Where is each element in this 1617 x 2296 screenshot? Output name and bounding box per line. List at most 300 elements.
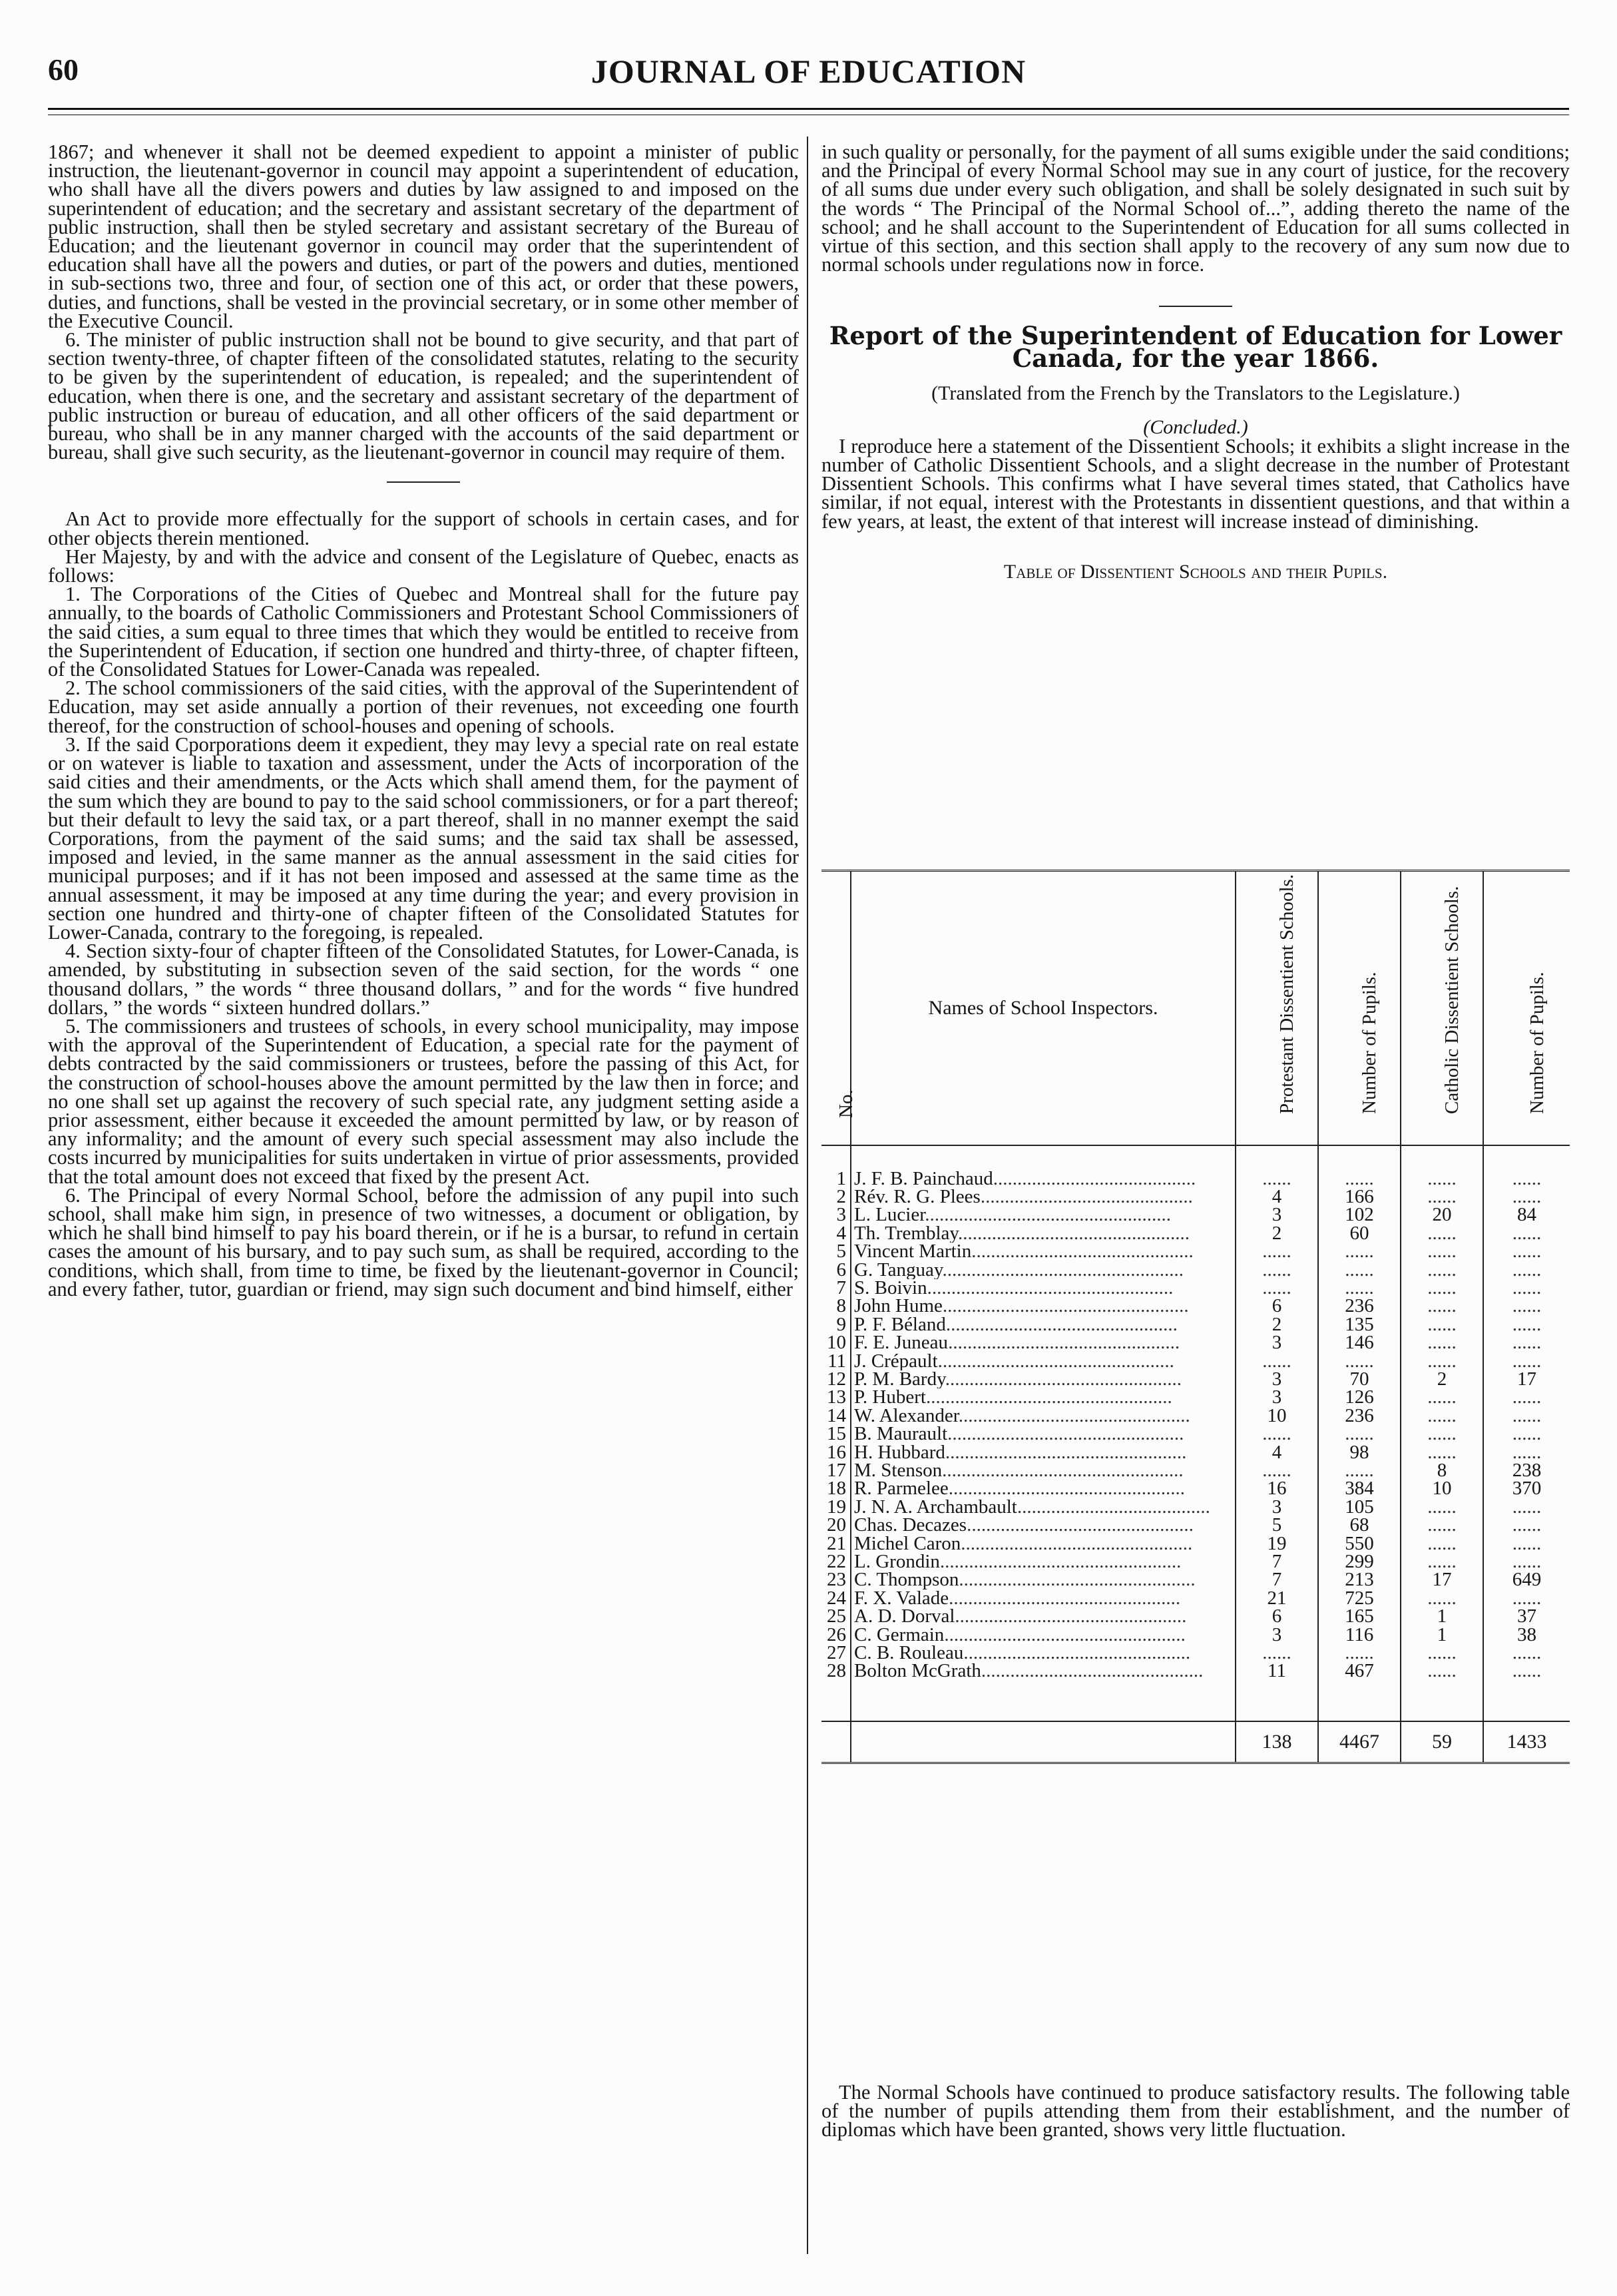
leader-dots: ................................................. — [947, 1425, 1184, 1444]
cell-pp — [1318, 1370, 1401, 1388]
cell-pp — [1318, 1279, 1401, 1297]
cell-cs — [1401, 1370, 1483, 1388]
cell-ps — [1236, 1571, 1318, 1589]
leader-dots: ...... — [1427, 1423, 1457, 1445]
cell-cp — [1483, 1185, 1570, 1207]
cell-value: 3 — [1271, 1623, 1282, 1645]
cell-cp — [1483, 1206, 1570, 1224]
table-row — [821, 1644, 1570, 1662]
cell-cs — [1401, 1623, 1483, 1645]
cell-pp — [1318, 1425, 1401, 1443]
paragraph: The Normal Schools have continued to produce satisfactory results. The following table of the number of pupils attending them from their establishment, and the number of diplomas which have been granted, shows very little fluctuation. — [821, 2081, 1570, 2142]
cell-value: 3 — [1271, 1204, 1282, 1226]
inspector-name-text: Vincent Martin — [854, 1243, 972, 1261]
cell-cp — [1483, 1297, 1570, 1315]
cell-ps — [1236, 1313, 1318, 1335]
cell-value: 467 — [1345, 1660, 1374, 1682]
inspector-name — [851, 1571, 1236, 1589]
report-title: Report of the Superintendent of Education for Lower Canada, for the year 1866. — [829, 321, 1562, 374]
row-number: 25 — [827, 1605, 846, 1627]
cell-cs — [1401, 1462, 1483, 1480]
cell-ps — [1236, 1589, 1318, 1607]
inspector-name-text: Th. Tremblay — [854, 1224, 959, 1243]
cell-cp — [1483, 1313, 1570, 1335]
cell-value: 4 — [1271, 1185, 1282, 1207]
paragraph: 3. If the said Cporporations deem it expedient, they may levy a special rate on real estate or on watever is liable to taxation and assessment, under the Acts of incorporation of the said cities and their amendments, or the Acts which shall amend them, for the payment of the sum which they are bound to pay to the said school commissioners, or for a part thereof; but their default to levy the said tax, or a part thereof, shall in no manner exempt the said Corporations, from the payment of the said sums; and the said tax shall be assessed, imposed and levied, in the same manner as the annual assessment in the said cities for municipal purposes; and if it has not been imposed and assessed at the same time as the annual assessment, it may be imposed at any time during the year; and every provision in section one hundred and thirty-one of chapter fifteen of the Consolidated Statutes for Lower-Canada, contrary to the foregoing, is repealed. — [48, 732, 799, 944]
cell-value: 236 — [1345, 1295, 1374, 1317]
cell-ps — [1236, 1607, 1318, 1625]
inspector-name-text: J. N. A. Archambault — [854, 1498, 1017, 1517]
inspector-name-text: H. Hubbard — [854, 1443, 945, 1462]
row-number: 7 — [836, 1277, 846, 1298]
leader-dots: ................................................... — [927, 1279, 1174, 1298]
leader-dots: ...... — [1427, 1222, 1457, 1244]
cell-cp — [1483, 1662, 1570, 1680]
cell-pp — [1318, 1243, 1401, 1261]
leader-dots: .............................................. — [981, 1662, 1204, 1681]
inspector-name — [851, 1297, 1236, 1315]
leader-dots: ...... — [1427, 1587, 1457, 1609]
cell-pp — [1318, 1222, 1401, 1244]
cell-cp — [1483, 1516, 1570, 1534]
cell-pp — [1318, 1589, 1401, 1607]
leader-dots: .......................................... — [993, 1169, 1196, 1188]
cell-pp — [1318, 1334, 1401, 1352]
page-header — [48, 52, 1569, 105]
cell-value: 2 — [1437, 1368, 1447, 1390]
leader-dots: ................................................ — [949, 1589, 1181, 1608]
table-row — [821, 1462, 1570, 1480]
cell-value: 3 — [1271, 1368, 1282, 1390]
row-number: 10 — [827, 1332, 846, 1354]
leader-dots: .................................................. — [942, 1462, 1184, 1480]
inspector-name-text: C. Germain — [854, 1625, 945, 1645]
inspector-name — [851, 1370, 1236, 1388]
leader-dots: ............................................ — [980, 1187, 1193, 1207]
cell-cp — [1483, 1352, 1570, 1370]
leader-dots: .................................................. — [945, 1443, 1187, 1462]
cell-cp — [1483, 1589, 1570, 1607]
leader-dots: .................................................. — [939, 1553, 1182, 1572]
header-catholic-schools: Catholic Dissentient Schools. — [1401, 871, 1483, 1145]
leader-dots: ...... — [1512, 1332, 1542, 1354]
spacer-row — [821, 1145, 1570, 1170]
translator-note: (Translated from the French by the Translators to the Legislature.) — [931, 382, 1460, 405]
cell-cp — [1483, 1532, 1570, 1554]
leader-dots: ................................................ — [955, 1607, 1187, 1626]
cell-value: 6 — [1271, 1295, 1282, 1317]
empty-cell — [1318, 1681, 1401, 1721]
cell-pp — [1318, 1516, 1401, 1534]
dissentient-schools-table — [821, 870, 1570, 1764]
inspector-name — [851, 1480, 1236, 1498]
leader-dots: ...... — [1427, 1660, 1457, 1682]
row-number: 4 — [836, 1222, 846, 1244]
cell-ps — [1236, 1623, 1318, 1645]
total-cp: 1433 — [1483, 1721, 1570, 1763]
cell-ps — [1236, 1498, 1318, 1516]
cell-cs — [1401, 1279, 1483, 1297]
leader-dots: ...... — [1512, 1313, 1542, 1335]
inspector-name — [851, 1662, 1236, 1680]
cell-ps — [1236, 1334, 1318, 1352]
cell-cs — [1401, 1644, 1483, 1662]
cell-value: 165 — [1345, 1605, 1374, 1627]
cell-value: 725 — [1345, 1587, 1374, 1609]
inspector-name-text: M. Stenson — [854, 1462, 943, 1480]
row-number: 1 — [836, 1167, 846, 1189]
inspector-name — [851, 1225, 1236, 1243]
cell-cs — [1401, 1261, 1483, 1279]
table-row — [821, 1444, 1570, 1462]
leader-dots: ...... — [1512, 1404, 1542, 1426]
act-title: An Act to provide more effectually for the support of schools in certain cases, and for other objects therein mentioned. — [48, 507, 799, 549]
cell-pp — [1318, 1623, 1401, 1645]
leader-dots: ................................................... — [925, 1388, 1172, 1407]
cell-cp — [1483, 1462, 1570, 1480]
leader-dots: ...... — [1427, 1259, 1457, 1281]
total-cs: 59 — [1401, 1721, 1483, 1763]
leader-dots: ...... — [1512, 1350, 1542, 1372]
header-protestant-pupils: Number of Pupils. — [1318, 871, 1401, 1145]
cell-cp — [1483, 1607, 1570, 1625]
table-row — [821, 1662, 1570, 1680]
cell-cp — [1483, 1243, 1570, 1261]
row-number: 13 — [827, 1386, 846, 1408]
table-row — [821, 1170, 1570, 1188]
inspector-name-text: Bolton McGrath — [854, 1662, 981, 1681]
inspector-name-text: F. X. Valade — [854, 1589, 949, 1608]
inspector-name-text: A. D. Dorval — [854, 1607, 955, 1626]
cell-value: 10 — [1432, 1478, 1452, 1500]
cell-cs — [1401, 1222, 1483, 1244]
leader-dots: ...... — [1345, 1241, 1374, 1263]
inspector-name — [851, 1352, 1236, 1370]
leader-dots: ...... — [1512, 1295, 1542, 1317]
leader-dots: .................................................. — [944, 1625, 1186, 1645]
cell-value: 384 — [1345, 1478, 1374, 1500]
leader-dots: ............................................... — [967, 1516, 1194, 1535]
cell-value: 166 — [1345, 1185, 1374, 1207]
inspector-name — [851, 1589, 1236, 1607]
cell-cs — [1401, 1352, 1483, 1370]
cell-cs — [1401, 1498, 1483, 1516]
row-number: 3 — [836, 1204, 846, 1226]
cell-value: 3 — [1271, 1386, 1282, 1408]
cell-cs — [1401, 1334, 1483, 1352]
row-number: 21 — [827, 1532, 846, 1554]
inspector-name-text: B. Maurault — [854, 1425, 948, 1444]
row-number: 20 — [827, 1514, 846, 1536]
column-divider — [807, 137, 808, 2254]
leader-dots: ...... — [1512, 1185, 1542, 1207]
cell-value: 68 — [1349, 1514, 1369, 1536]
row-number: 14 — [827, 1404, 846, 1426]
cell-value: 116 — [1345, 1623, 1374, 1645]
row-number: 26 — [827, 1623, 846, 1645]
leader-dots: ...... — [1262, 1350, 1291, 1372]
cell-ps — [1236, 1532, 1318, 1554]
cell-pp — [1318, 1388, 1401, 1406]
inspector-name — [851, 1553, 1236, 1571]
leader-dots: ...... — [1512, 1222, 1542, 1244]
cell-cs — [1401, 1571, 1483, 1589]
empty-cell — [821, 1681, 851, 1721]
table-row — [821, 1589, 1570, 1607]
concluded-note: (Concluded.) — [1143, 416, 1248, 438]
cell-pp — [1318, 1607, 1401, 1625]
cell-pp — [1318, 1313, 1401, 1335]
cell-cp — [1483, 1623, 1570, 1645]
cell-ps — [1236, 1462, 1318, 1480]
row-number: 11 — [827, 1350, 846, 1372]
row-number: 18 — [827, 1478, 846, 1500]
leader-dots: ................................................ — [945, 1315, 1178, 1334]
cell-cs — [1401, 1607, 1483, 1625]
cell-ps — [1236, 1279, 1318, 1297]
leader-dots: ...... — [1345, 1642, 1374, 1664]
cell-ps — [1236, 1167, 1318, 1189]
row-number: 22 — [827, 1551, 846, 1573]
inspector-name-text: Chas. Decazes — [854, 1516, 967, 1535]
cell-value: 7 — [1271, 1551, 1282, 1573]
leader-dots: ...... — [1427, 1642, 1457, 1664]
cell-pp — [1318, 1206, 1401, 1224]
cell-value: 213 — [1345, 1569, 1374, 1591]
header-no: No. — [821, 871, 851, 1145]
cell-ps — [1236, 1441, 1318, 1463]
inspector-name — [851, 1644, 1236, 1662]
leader-dots: ...... — [1512, 1241, 1542, 1263]
cell-value: 126 — [1345, 1386, 1374, 1408]
cell-value: 649 — [1512, 1569, 1542, 1591]
leader-dots: ................................................. — [937, 1352, 1174, 1370]
cell-value: 38 — [1517, 1623, 1536, 1645]
leader-dots: ...... — [1512, 1277, 1542, 1298]
cell-value: 16 — [1267, 1478, 1287, 1500]
inspector-name-text: L. Grondin — [854, 1553, 940, 1572]
paragraph: 6. The minister of public instruction shall not be bound to give security, and that part of section twenty-three, of chapter fifteen of the consolidated statutes, relating to the security to be given by the superintendent of education, is repealed; and the superintendent of education, when there is one, and the secretary and assistant secretary of the department of public instruction or bureau of education, and all other officers of the said department or bureau, who shall be in any manner charged with the accounts of the said department or bureau, shall give such security, as the lieutenant-governor in council may require of them. — [48, 328, 799, 464]
leader-dots: ...... — [1345, 1350, 1374, 1372]
header-protestant-schools: Protestant Dissentient Schools. — [1236, 871, 1318, 1145]
leader-dots: ...... — [1512, 1386, 1542, 1408]
leader-dots: ...... — [1262, 1460, 1291, 1481]
leader-dots: ...... — [1512, 1423, 1542, 1445]
inspector-name — [851, 1334, 1236, 1352]
cell-pp — [1318, 1553, 1401, 1571]
leader-dots: ................................................. — [945, 1370, 1182, 1389]
cell-cp — [1483, 1425, 1570, 1443]
table-row — [821, 1261, 1570, 1279]
cell-value: 11 — [1268, 1660, 1286, 1682]
inspector-name — [851, 1626, 1236, 1644]
paragraph: 2. The school commissioners of the said cities, with the approval of the Superintendent of Education, may set aside annually a portion of their revenues, not exceeding one fourth thereof, for the construction of school-houses and opening of schools. — [48, 677, 799, 737]
cell-ps — [1236, 1185, 1318, 1207]
table-row — [821, 1206, 1570, 1224]
cell-value: 550 — [1345, 1532, 1374, 1554]
table-header-row — [821, 871, 1570, 1145]
row-number: 6 — [836, 1259, 846, 1281]
leader-dots: ................................................... — [925, 1206, 1172, 1225]
cell-value: 2 — [1271, 1313, 1282, 1335]
cell-pp — [1318, 1498, 1401, 1516]
table-row — [821, 1407, 1570, 1425]
paragraph: 1867; and whenever it shall not be deemed expedient to appoint a minister of public instruction, the lieutenant-governor in council may appoint a superintendent of education, who shall have all the divers powers and duties by law assigned to and imposed on the superintendent of education; and the secretary and assistant secretary of the department of public instruction, shall then be styled secretary and assistant secretary of the Bureau of Education; and the lieutenant governor in council may order that the superintendent of education shall have all the powers and duties, or part of the powers and duties, mentioned in sub-sections two, three and four, of section one of this act, or order that these powers, duties, and functions, shall be vested in the provincial secretary, or in some other member of the Executive Council. — [48, 141, 799, 332]
cell-cs — [1401, 1441, 1483, 1463]
cell-value: 105 — [1345, 1496, 1374, 1518]
inspector-name — [851, 1316, 1236, 1334]
empty-cell — [1401, 1681, 1483, 1721]
leader-dots: ...... — [1427, 1532, 1457, 1554]
cell-ps — [1236, 1388, 1318, 1406]
leader-dots: ...... — [1345, 1277, 1374, 1298]
cell-ps — [1236, 1222, 1318, 1244]
leader-dots: ...... — [1262, 1241, 1291, 1263]
leader-dots: ...... — [1262, 1423, 1291, 1445]
table-row — [821, 1243, 1570, 1261]
leader-dots: ...... — [1427, 1386, 1457, 1408]
row-number: 8 — [836, 1295, 846, 1317]
row-number: 23 — [827, 1569, 846, 1591]
cell-ps — [1236, 1297, 1318, 1315]
cell-cp — [1483, 1334, 1570, 1352]
cell-value: 2 — [1271, 1222, 1282, 1244]
cell-pp — [1318, 1261, 1401, 1279]
cell-pp — [1318, 1297, 1401, 1315]
table-row — [821, 1316, 1570, 1334]
leader-dots: ...... — [1427, 1514, 1457, 1536]
cell-value: 17 — [1432, 1569, 1452, 1591]
inspector-name-text: C. Thompson — [854, 1571, 959, 1589]
leader-dots: ...... — [1512, 1259, 1542, 1281]
section-separator — [1159, 306, 1232, 307]
cell-pp — [1318, 1480, 1401, 1498]
cell-value: 37 — [1517, 1605, 1536, 1627]
inspector-name-text: S. Boivin — [854, 1279, 927, 1298]
inspector-name — [851, 1243, 1236, 1261]
cell-cs — [1401, 1206, 1483, 1224]
inspector-name-text: Michel Caron — [854, 1534, 961, 1554]
inspector-name-text: C. B. Rouleau — [854, 1644, 964, 1663]
inspector-name-text: R. Parmelee — [854, 1480, 949, 1498]
inspector-name-text: J. F. B. Painchaud — [854, 1169, 993, 1188]
cell-cp — [1483, 1441, 1570, 1463]
leader-dots: ...... — [1262, 1642, 1291, 1664]
cell-ps — [1236, 1553, 1318, 1571]
cell-value: 4 — [1271, 1441, 1282, 1463]
cell-cp — [1483, 1279, 1570, 1297]
cell-value: 70 — [1349, 1368, 1369, 1390]
cell-pp — [1318, 1571, 1401, 1589]
leader-dots: ...... — [1262, 1167, 1291, 1189]
empty-cell — [851, 1721, 1236, 1763]
cell-value: 7 — [1271, 1569, 1282, 1591]
leader-dots: ...... — [1427, 1350, 1457, 1372]
inspector-name — [851, 1206, 1236, 1224]
cell-value: 17 — [1517, 1368, 1536, 1390]
table-row — [821, 1626, 1570, 1644]
inspector-name-text: W. Alexander — [854, 1406, 959, 1426]
cell-ps — [1236, 1516, 1318, 1534]
table-body — [821, 1145, 1570, 1763]
table-row — [821, 1425, 1570, 1443]
empty-cell — [1236, 1681, 1318, 1721]
cell-cp — [1483, 1498, 1570, 1516]
cell-cs — [1401, 1185, 1483, 1207]
inspector-name — [851, 1170, 1236, 1188]
cell-value: 370 — [1512, 1478, 1542, 1500]
cell-cs — [1401, 1516, 1483, 1534]
paragraph: 1. The Corporations of the Cities of Quebec and Montreal shall for the future pay annually, to the boards of Catholic Commissioners and Protestant School Commissioners of the said cities, a sum equal to three times that which they would be entitled to receive from the Superintendent of Education, if section one hundred and thirty-three, of chapter fifteen, of the Consolidated Statues for Lower-Canada was repealed. — [48, 583, 799, 681]
leader-dots: ...... — [1427, 1241, 1457, 1263]
leader-dots: ...... — [1512, 1514, 1542, 1536]
cell-ps — [1236, 1480, 1318, 1498]
inspector-name-text: J. Crépault — [854, 1352, 938, 1370]
inspector-name — [851, 1462, 1236, 1480]
header-rule — [48, 108, 1569, 110]
cell-cp — [1483, 1370, 1570, 1388]
inspector-name — [851, 1535, 1236, 1553]
header-catholic-pupils: Number of Pupils. — [1483, 871, 1570, 1145]
table-caption: Table of Dissentient Schools and their Pupils. — [1003, 560, 1388, 583]
inspector-name-text: L. Lucier — [854, 1206, 925, 1225]
cell-value: 102 — [1345, 1204, 1374, 1226]
leader-dots: ...... — [1512, 1551, 1542, 1573]
paragraph: 6. The Principal of every Normal School, before the admission of any pupil into such school, shall make him sign, in presence of two witnesses, a document or obligation, by which he shall bind himself to pay his board therein, or if he is a bursar, to refund in certain cases the amount of his bursary, and to pay such sum, as shall be required, according to the conditions, which shall, from time to time, be fixed by the lieutenant-governor in Council; and every father, tutor, guardian or friend, may sign such document and bind himself, either — [48, 1183, 799, 1300]
leader-dots: ...... — [1262, 1277, 1291, 1298]
cell-ps — [1236, 1243, 1318, 1261]
cell-pp — [1318, 1462, 1401, 1480]
cell-cs — [1401, 1404, 1483, 1426]
table-row — [821, 1607, 1570, 1625]
cell-ps — [1236, 1206, 1318, 1224]
inspector-name-text: G. Tanguay — [854, 1261, 943, 1279]
cell-cs — [1401, 1167, 1483, 1189]
cell-value: 6 — [1271, 1605, 1282, 1627]
inspector-name-text: P. M. Bardy — [854, 1370, 945, 1389]
row-number: 27 — [827, 1642, 846, 1664]
right-column — [821, 143, 1570, 616]
empty-cell — [821, 1721, 851, 1763]
cell-cp — [1483, 1222, 1570, 1244]
cell-value: 20 — [1432, 1204, 1452, 1226]
cell-pp — [1318, 1532, 1401, 1554]
cell-cp — [1483, 1261, 1570, 1279]
cell-ps — [1236, 1404, 1318, 1426]
inspector-name — [851, 1425, 1236, 1443]
leader-dots: ...... — [1427, 1277, 1457, 1298]
left-column — [48, 143, 799, 1298]
leader-dots: ...... — [1512, 1642, 1542, 1664]
cell-ps — [1236, 1644, 1318, 1662]
leader-dots: ...... — [1345, 1460, 1374, 1481]
cell-pp — [1318, 1441, 1401, 1463]
row-number: 28 — [827, 1660, 846, 1682]
report-paragraph: I reproduce here a statement of the Dissentient Schools; it exhibits a slight increase in the number of Catholic Dissentient Schools, and a slight decrease in the number of Protestant Dissentient Schools. This confirms what I have several times stated, that Catholics have similar, if not equal, interest with the Protestants in dissentient questions, and that within a few years, at least, the extent of that interest will increase instead of diminishing. — [821, 434, 1570, 533]
row-number: 16 — [827, 1441, 846, 1463]
cell-ps — [1236, 1352, 1318, 1370]
leader-dots: ...... — [1427, 1332, 1457, 1354]
table-row — [821, 1516, 1570, 1534]
cell-value: 19 — [1267, 1532, 1287, 1554]
cell-value: 60 — [1349, 1222, 1369, 1244]
cell-value: 5 — [1271, 1514, 1282, 1536]
paragraph: 5. The commissioners and trustees of schools, in every school municipality, may impose with the approval of the Superintendent of Education, a special rate for the payment of debts contracted by the said commissioners or trustees, before the passing of this Act, for the construction of school-houses above the amount permitted by the law then in force; and no one shall set up against the recovery of such special rate, any judgment setting aside a prior assessment, either because it exceeded the amount permitted by law, or by reason of any informality; and the amount of every such special assessment may also include the costs incurred by municipalities for suits undertaken in virtue of prior assessments, provided that the total amount does not exceed that fixed by the present Act. — [48, 1014, 799, 1188]
row-number: 9 — [836, 1313, 846, 1335]
inspector-name — [851, 1261, 1236, 1279]
cell-value: 8 — [1437, 1460, 1447, 1481]
inspector-name — [851, 1388, 1236, 1406]
